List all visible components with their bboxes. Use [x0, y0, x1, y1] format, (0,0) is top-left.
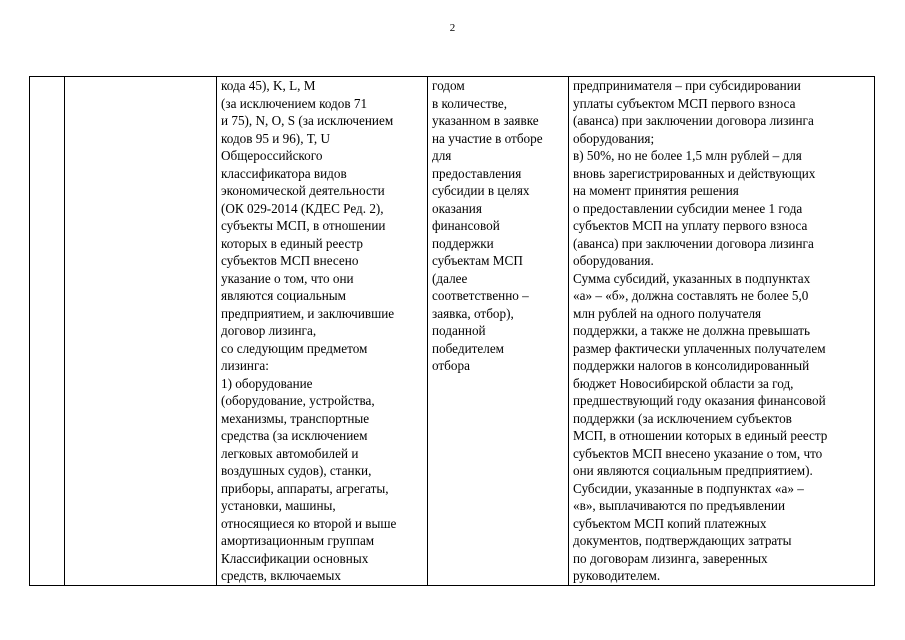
text-line: Субсидии, указанные в подпунктах «а» –	[573, 480, 804, 496]
text-line: договор лизинга,	[221, 323, 317, 338]
text-line: о предоставлении субсидии менее 1 года	[573, 200, 803, 216]
text-line: субъектов МСП внесено	[221, 253, 359, 268]
text-line: в) 50%, но не более 1,5 млн рублей – для	[573, 148, 802, 163]
text-line: (аванса) при заключении договора лизинга	[573, 113, 814, 128]
text-line: амортизационным группам	[221, 533, 375, 548]
recipients-text	[217, 77, 427, 585]
text-line: поддержки	[432, 235, 494, 251]
text-line: 1) оборудование	[221, 375, 313, 391]
text-line: документов, подтверждающих затраты	[573, 533, 792, 548]
amount-text	[569, 77, 874, 585]
table-cell-recipients	[217, 77, 428, 586]
text-line: финансовой	[432, 218, 500, 233]
text-line: (ОК 029-2014 (КДЕС Ред. 2),	[221, 200, 384, 216]
text-line: кодов 95 и 96), T, U	[221, 130, 330, 146]
conditions-text	[428, 77, 568, 375]
text-line: на момент принятия решения	[573, 183, 739, 198]
text-line: предпринимателя – при субсидировании	[573, 78, 801, 93]
text-line: «а» – «б», должна составлять не более 5,0	[573, 288, 809, 303]
text-line: размер фактически уплаченных получателем	[573, 340, 826, 356]
text-line: указание о том, что они	[221, 270, 354, 286]
text-line: отбора	[432, 358, 470, 373]
text-line: предшествующий году оказания финансовой	[573, 393, 826, 408]
text-line: оказания	[432, 200, 482, 216]
text-line: на участие в отборе	[432, 130, 543, 146]
text-line: воздушных судов), станки,	[221, 463, 372, 478]
text-line: уплаты субъектом МСП первого взноса	[573, 95, 796, 111]
text-line: оборудования.	[573, 253, 654, 268]
text-line: руководителем.	[573, 568, 661, 583]
table-cell-category	[65, 77, 217, 586]
text-line: поддержки налогов в консолидированный	[573, 358, 810, 373]
text-line: они являются социальным предприятием).	[573, 463, 813, 478]
table-row	[30, 77, 875, 586]
text-line: относящиеся ко второй и выше	[221, 515, 397, 531]
text-line: «в», выплачиваются по предъявлении	[573, 498, 786, 513]
text-line: средства (за исключением	[221, 428, 368, 443]
text-line: годом	[432, 78, 465, 93]
text-line: со следующим предметом	[221, 340, 368, 356]
text-line: поддержки, а также не должна превышать	[573, 323, 811, 338]
text-line: субъектов МСП на уплату первого взноса	[573, 218, 808, 233]
text-line: победителем	[432, 340, 505, 356]
text-line: вновь зарегистрированных и действующих	[573, 165, 816, 181]
text-line: (за исключением кодов 71	[221, 95, 368, 111]
table-cell-amount	[569, 77, 875, 586]
text-line: для	[432, 148, 452, 163]
text-line: субсидии в целях	[432, 183, 530, 198]
text-line: которых в единый реестр	[221, 235, 363, 251]
text-line: субъектов МСП внесено указание о том, что	[573, 445, 823, 461]
text-line: (далее	[432, 270, 468, 286]
text-line: предприятием, и заключившие	[221, 305, 395, 321]
text-line: предоставления	[432, 165, 522, 181]
text-line: субъектам МСП	[432, 253, 523, 268]
text-line: МСП, в отношении которых в единый реестр	[573, 428, 828, 443]
text-line: и 75), N, O, S (за исключением	[221, 113, 394, 128]
text-line: млн рублей на одного получателя	[573, 305, 762, 321]
text-line: классификатора видов	[221, 165, 347, 181]
text-line: субъектом МСП копий платежных	[573, 515, 767, 531]
text-line: указанном в заявке	[432, 113, 539, 128]
text-line: поданной	[432, 323, 486, 338]
text-line: Сумма субсидий, указанных в подпунктах	[573, 270, 811, 286]
subsidy-table	[29, 76, 875, 586]
table-cell-conditions	[428, 77, 569, 586]
text-line: субъекты МСП, в отношении	[221, 218, 386, 233]
text-line: заявка, отбор),	[432, 305, 514, 321]
text-line: экономической деятельности	[221, 183, 385, 198]
text-line: механизмы, транспортные	[221, 410, 370, 426]
text-line: кода 45), K, L, M	[221, 78, 316, 93]
text-line: в количестве,	[432, 95, 508, 111]
table-cell-number	[30, 77, 65, 586]
text-line: (оборудование, устройства,	[221, 393, 375, 408]
text-line: являются социальным	[221, 288, 346, 303]
text-line: бюджет Новосибирской области за год,	[573, 375, 794, 391]
text-line: легковых автомобилей и	[221, 445, 359, 461]
text-line: соответственно –	[432, 288, 529, 303]
text-line: поддержки (за исключением субъектов	[573, 410, 792, 426]
text-line: средств, включаемых	[221, 568, 341, 583]
text-line: по договорам лизинга, заверенных	[573, 550, 768, 566]
text-line: оборудования;	[573, 130, 655, 146]
text-line: приборы, аппараты, агрегаты,	[221, 480, 389, 496]
text-line: (аванса) при заключении договора лизинга	[573, 235, 814, 251]
text-line: Общероссийского	[221, 148, 323, 163]
text-line: лизинга:	[221, 358, 269, 373]
text-line: Классификации основных	[221, 550, 369, 566]
page-number: 2	[449, 22, 456, 34]
text-line: установки, машины,	[221, 498, 336, 513]
